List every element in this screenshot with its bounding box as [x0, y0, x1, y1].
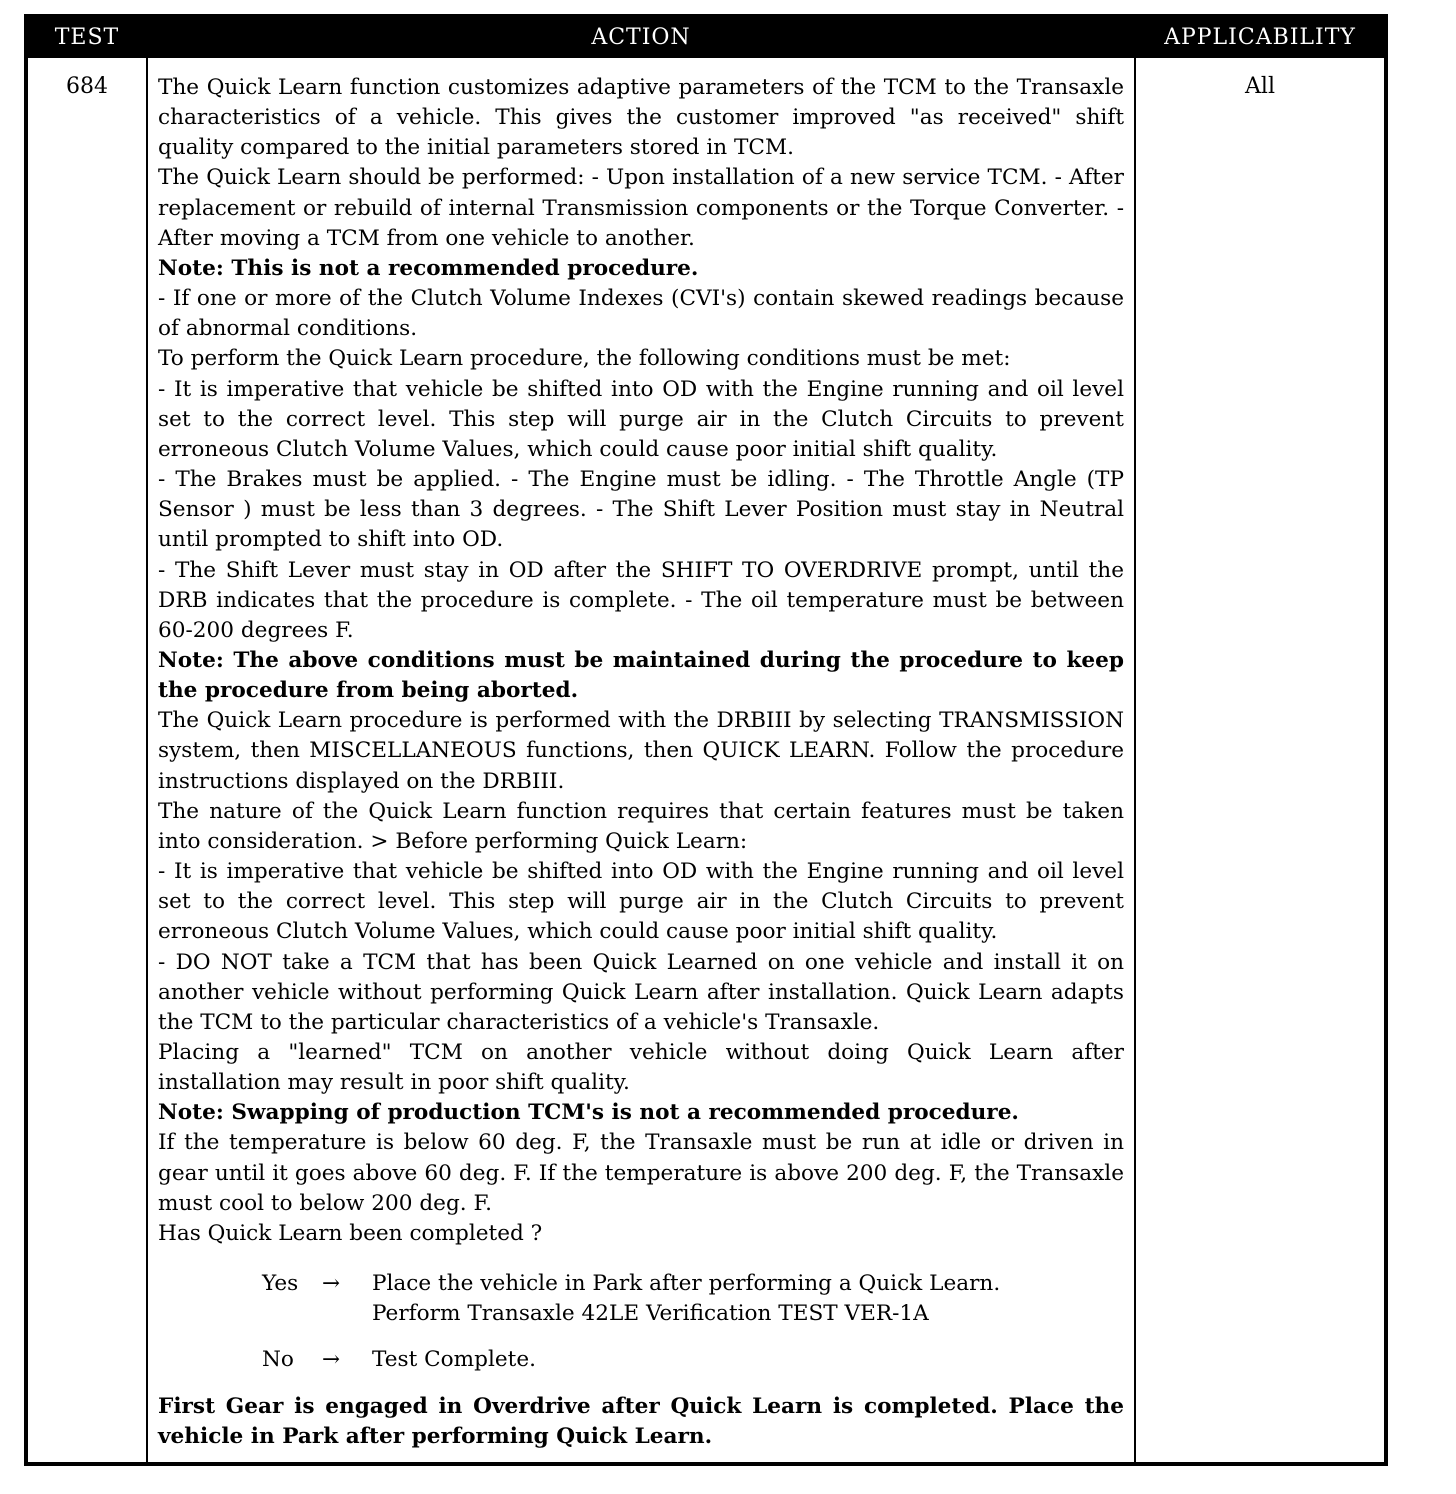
action-paragraph: - The Shift Lever must stay in OD after the SHIFT TO OVERDRIVE prompt, until the DRB indicates that the procedure is complete. - The oil temperature must be between 60-200 degrees F.	[158, 557, 1124, 643]
answer-text	[372, 1269, 1124, 1329]
arrow-right-icon: →	[322, 1271, 341, 1297]
arrow-right-icon: →	[322, 1347, 341, 1373]
action-paragraph: The Quick Learn procedure is performed with the DRBIII by selecting TRANSMISSION system, then MISCELLANEOUS functions, then QUICK LEARN. Follow the procedure instructions displayed on the DRBIII.	[158, 708, 1124, 794]
action-paragraph: - It is imperative that vehicle be shifted into OD with the Engine running and oil level set to the correct level. This step will purge air in the Clutch Circuits to prevent erroneous Clutch Volume Values, which could cause poor initial shift quality.	[158, 859, 1124, 945]
action-paragraph: Placing a "learned" TCM on another vehicle without doing Quick Learn after installation may result in poor shift quality.	[158, 1040, 1124, 1096]
header-action: ACTION	[591, 25, 691, 50]
final-note	[158, 1392, 1124, 1452]
answer-options	[158, 1269, 1124, 1375]
action-paragraph: If the temperature is below 60 deg. F, the Transaxle must be run at idle or driven in gear until it goes above 60 deg. F. If the temperature is above 200 deg. F, the Transaxle must cool to below 200 deg. F.	[158, 1130, 1124, 1216]
action-paragraph: The nature of the Quick Learn function requires that certain features must be taken into consideration. > Before performing Quick Learn:	[158, 798, 1124, 854]
applicability-value: All	[1245, 74, 1275, 99]
note-paragraph: Note: The above conditions must be maintained during the procedure to keep the procedure from being aborted.	[158, 647, 1124, 704]
action-paragraph: - The Brakes must be applied. - The Engine must be idling. - The Throttle Angle (TP Sensor ) must be less than 3 degrees. - The Shift Lever Position must stay in Neutral until prompted to shift into OD.	[158, 467, 1124, 553]
column-divider	[146, 58, 148, 1462]
header-test: TEST	[54, 25, 120, 50]
procedure-table	[24, 14, 1388, 1466]
answer-line: Test Complete.	[372, 1347, 536, 1373]
answer-label: No	[262, 1347, 294, 1373]
answer-label: Yes	[262, 1271, 299, 1297]
action-paragraphs	[158, 73, 1124, 1249]
note-paragraph: Note: Swapping of production TCM's is not a recommended procedure.	[158, 1100, 1019, 1126]
answer-text	[372, 1345, 1124, 1375]
answer-line: Perform Transaxle 42LE Verification TEST VER-1A	[372, 1301, 929, 1327]
test-number: 684	[66, 74, 108, 99]
table-header	[28, 18, 1384, 58]
note-paragraph: Note: This is not a recommended procedure.	[158, 255, 699, 281]
action-paragraph: - If one or more of the Clutch Volume Indexes (CVI's) contain skewed readings because of abnormal conditions.	[158, 286, 1124, 342]
answer-no	[158, 1345, 1124, 1375]
action-paragraph: The Quick Learn function customizes adaptive parameters of the TCM to the Transaxle characteristics of a vehicle. This gives the customer improved "as received" shift quality compared to the initial parameters stored in TCM.	[158, 75, 1124, 161]
column-divider	[1134, 58, 1136, 1462]
action-paragraph: - It is imperative that vehicle be shifted into OD with the Engine running and oil level set to the correct level. This step will purge air in the Clutch Circuits to prevent erroneous Clutch Volume Values, which could cause poor initial shift quality.	[158, 376, 1124, 462]
final-note-text: First Gear is engaged in Overdrive after Quick Learn is completed. Place the vehicle in Park after performing Quick Learn.	[158, 1393, 1124, 1449]
action-paragraph: The Quick Learn should be performed: - Upon installation of a new service TCM. - After replacement or rebuild of internal Transmission components or the Torque Converter. - After moving a TCM from one vehicle to another.	[158, 165, 1124, 251]
header-applicability: APPLICABILITY	[1164, 25, 1356, 50]
answer-yes	[158, 1269, 1124, 1329]
answer-line: Place the vehicle in Park after performing a Quick Learn.	[372, 1271, 1001, 1297]
action-paragraph: To perform the Quick Learn procedure, the following conditions must be met:	[158, 346, 1011, 372]
action-cell	[158, 73, 1124, 1452]
action-paragraph: Has Quick Learn been completed ?	[158, 1220, 543, 1246]
action-paragraph: - DO NOT take a TCM that has been Quick Learned on one vehicle and install it on another vehicle without performing Quick Learn after installation. Quick Learn adapts the TCM to the particular characteristics of a vehicle's Transaxle.	[158, 949, 1124, 1035]
